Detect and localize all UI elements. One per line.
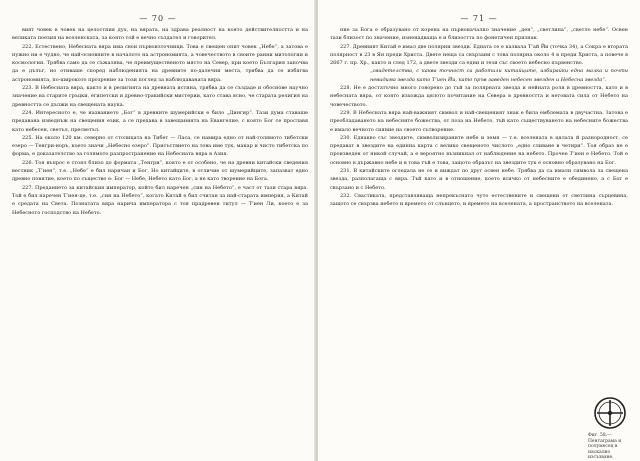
page-number-right: — 71 — — [460, 14, 498, 23]
circle-cross-figure-icon — [592, 395, 628, 431]
left-page — [0, 0, 316, 461]
paragraph: ние за Бога е образувано от корена на първоначално значение „ден“, „светлина“, „светло небе“. Освен тази близост по значение, изненадваща е и близостта по фонетичен признак. — [330, 27, 628, 42]
paragraph: 222. Естествено, Небесната вяра има свои първоизточници. Това е свещен опит човек „Небе“, а затова е нужно ни е чудно, че най-основните в началото на астрономията, а човечеството в своите ранни митологии и космологии. Трябва само да се съжалява, че преимущественото място на Север, при което България започва да е дълъг, но отиваше според наблюденията на древните по-далечни места, трябва да се избягва астрономията, по-широкото прозрение за този поглед за наблюдаваната вяра. — [12, 43, 308, 83]
paragraph: 230. Еднакво със звездите, символизираните небе и земя — т.е. вселената в цялата й разнородност, се предават в звездите на единна карта с велико свещеното числото „едно сливане в четири“. Тоя образ не е произведен от никой случай, а е вероятно възникнал от наблюдение на небето. Прочее Т’иен е Небето. Той е основно в държавно небе и в това тъй е това, защото образът на звездите тук е основно образувано на Бог. — [330, 134, 628, 166]
paragraph: 231. В китайските огледала не се и виждат по друг освен небе. Трябва да са имали символа за свещена звезда, разполагаща с вяра. Тъй като и в отношение, което всичко от небесните е обединено, а с Бог е свързано и с Небето. — [330, 168, 628, 191]
paragraph: 224. Интересното е, че названието „Бог“ в древните шумерийски е било „Дингир“. Тази дума ставаше предавана изведнъж на свещения език, а се предава в завещанията на Евангелие, с която Бог се прославя като небесен, светъл, пресветъл. — [12, 109, 308, 133]
left-page-text — [12, 26, 308, 455]
paragraph: 226. Тоя въпрос е стоял близо до формата „Тенгри“, която е от особено, че на древни китайски сведения вестник „Т’иен“, т.е. „Небе“ е бил наричан и Бог. Но китайците, в отличие от шумерийците, запазват едно древно понятие, което по същество е: Бог — Небе, Небето като Бог, а не като творение на Бога. — [12, 159, 308, 183]
paragraph: 225. На около 120 км. северно от столицата на Тибет — Ласа, се намира едно от най-голямото тибетски езеро — Тенгри-норъ, което значи „Небесно езеро“. Присъствието на това име тук, макар и чисто тибетска по форма, е доказателство за голямото разпространение на Небесната вяра в Азия. — [12, 134, 308, 158]
paragraph: 228. Не е достатъчно много говорено до тъй за полярната звезда и нейната роля в древността, като и в небесната вяра, от която изхожда цялото почитание на Севера в древността и неговата сила от Небето на човечеството. — [330, 85, 628, 108]
paragraph: 232. Свастиката, представляваща непрекъснато чуто естествените и свещени от светлина сърцевина, защото се свързва небето и времето от слънцето, и времето на вселената, а пространството на вселената. — [330, 192, 628, 208]
paragraph: 223. В Небесната вяра, както и в религията на древната истина, трябва да се създаде и обоснове научно значение на старите гръцки, египетски и древно-тракийски мистерии, като става ясно, че старата религия на древността се дължи на свещената наука. — [12, 85, 308, 108]
paragraph: 227. Древният Китай е имал две полярни звезди. Едната се е казвала Т’ай Йи (точка 34), а Сокра е втората полярност в 23 в Ян преди Христа. Двете неща са свързани с това полярна около 4 в преди Христа, а повече в 2667 г. пр. Хр., както и след 172, а двете звезди са едни и тези със своето небесно първенство. — [330, 43, 628, 67]
right-page — [318, 0, 640, 461]
figure-caption: Фиг. 58.—Пентаграма и полумесец в наскално изсъзване. — [588, 433, 622, 459]
right-page-text — [330, 26, 628, 455]
page-number-left: — 70 — — [139, 14, 177, 23]
paragraph: 229. В Небесната вяра най-важният символ и най-свещеният знак е била емблемата в двучастна. Затова е преобладаването на небесните божества, от поза на Небето, тъй като съществуването на небесните божества е имало вечното сияние на своето сътворение. — [330, 109, 628, 133]
paragraph: 227. Преданието за китайския император, който бил наречен „син на Небето“, е част от тази стара вяра. Той е бил наречен Т’иен-це, т.е. „син на Небето“, когато Китай е бил считан за най-старата империя, а Китай е средата на Света. Познатата вяра нарича императора с тоя прадревен титул — Т’иен Ли, което е за Небесното господство на Небето. — [12, 184, 308, 216]
quote-block: „свидетелства, с каква точност са работили китайците, избирайки една малка и почти невидима звезда като Т’иен Йи, като пръв заведен небесен звезден и Небесна звезда“. — [370, 68, 628, 83]
figure-58 — [588, 395, 632, 459]
paragraph: вият човек в човек на целостния дух, на вярата, на здрава реалност на която действителността и на великата поезия на вселенската, за която той е вечно създател и говорител. — [12, 27, 308, 42]
